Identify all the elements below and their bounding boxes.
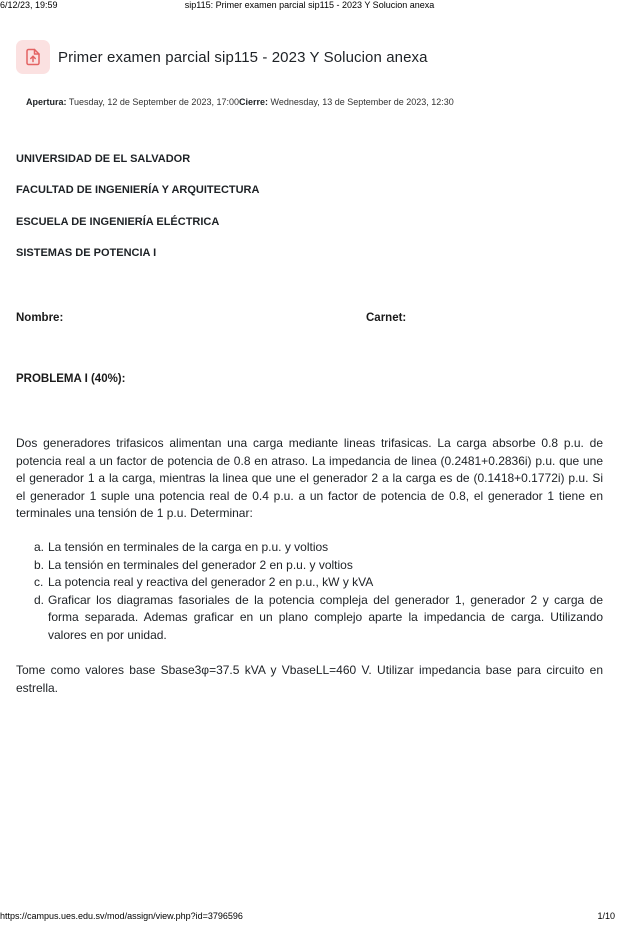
problem-heading: PROBLEMA I (40%):	[16, 373, 126, 385]
carnet-field-label: Carnet:	[366, 312, 407, 324]
print-footer	[0, 911, 619, 925]
item-marker: d.	[34, 592, 45, 607]
item-text: La tensión en terminales de la carga en p.u. y voltios	[48, 540, 329, 554]
item-text: Graficar los diagramas fasoriales de la potencia compleja del generador 1, generador 2 y carga de forma separada. Ademas graficar en un plano complejo aparte la impedancia de carga. Utilizando valores en por unidad.	[48, 592, 603, 642]
name-field-label: Nombre:	[16, 312, 64, 324]
assignment-header	[16, 40, 428, 74]
assignment-dates	[26, 97, 454, 107]
item-text: La potencia real y reactiva del generador 2 en p.u., kW y kVA	[48, 575, 374, 590]
university-name: UNIVERSIDAD DE EL SALVADOR	[16, 153, 191, 165]
page-title: Primer examen parcial sip115 - 2023 Y Solucion anexa	[58, 48, 428, 66]
problem-statement: Dos generadores trifasicos alimentan una carga mediante lineas trifasicas. La carga absorbe 0.8 p.u. de potencia real a un factor de potencia de 0.8 en atraso. La impedancia de linea (0.2481+0.2836i) p.u. que une el generador 1 a la carga, mientras la linea que une el generador 2 a la carga es de (0.1418+0.1772i) p.u. Si el generador 1 suple una potencia real de 0.4 p.u. a un factor de potencia de 0.8, el generador 1 tiene en terminales una tensión de 1 p.u. Determinar:	[16, 436, 603, 521]
problem-item-b	[16, 557, 603, 575]
base-values-note: Tome como valores base Sbase3φ=37.5 kVA y VbaseLL=460 V. Utilizar impedancia base para circuito en estrella.	[16, 663, 603, 695]
problem-item-c	[16, 574, 603, 592]
faculty-name: FACULTAD DE INGENIERÍA Y ARQUITECTURA	[16, 184, 260, 196]
item-marker: c.	[34, 575, 44, 590]
item-text: La tensión en terminales del generador 2 en p.u. y voltios	[48, 557, 353, 572]
problem-item-a	[16, 539, 603, 557]
problem-item-d	[16, 592, 603, 645]
item-marker: a.	[34, 540, 45, 554]
opens-label: Apertura:	[26, 97, 67, 107]
print-page-number: 1/10	[597, 911, 615, 921]
school-name: ESCUELA DE INGENIERÍA ELÉCTRICA	[16, 216, 220, 228]
print-page-title: sip115: Primer examen parcial sip115 - 2023 Y Solucion anexa	[184, 0, 435, 10]
print-datetime: 6/12/23, 19:59	[0, 0, 58, 10]
assignment-upload-icon	[16, 40, 50, 74]
print-url: https://campus.ues.edu.sv/mod/assign/view.php?id=3796596	[0, 911, 243, 921]
closes-label: Cierre:	[238, 97, 268, 107]
print-header	[0, 0, 619, 12]
closes-value: Wednesday, 13 de September de 2023, 12:30	[270, 97, 454, 107]
item-marker: b.	[34, 557, 45, 572]
problem-items	[16, 539, 603, 645]
course-name: SISTEMAS DE POTENCIA I	[16, 247, 157, 259]
opens-value: Tuesday, 12 de September de 2023, 17:00	[68, 97, 239, 107]
